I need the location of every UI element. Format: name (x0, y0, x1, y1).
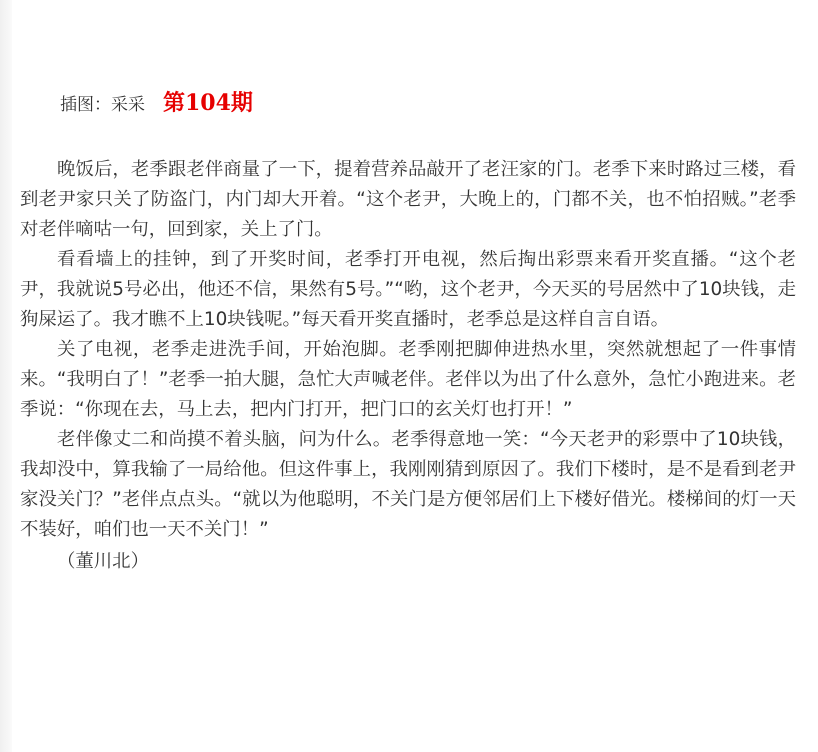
author-signature: （董川北） (57, 551, 149, 572)
left-margin-shade (0, 0, 12, 752)
paragraph-1: 晚饭后，老季跟老伴商量了一下，提着营养品敲开了老汪家的门。老季下来时路过三楼，看到老尹家只关了防盗门，内门却大开着。“这个老尹，大晚上的，门都不关，也不怕招贼。”老季对老伴嘀咕一句，回到家，关上了门。 (20, 159, 796, 240)
article-header (60, 86, 253, 118)
issue-number: 第104期 (163, 90, 253, 116)
illustration-credit: 插图：采采 (60, 95, 145, 115)
paragraph-2: 看看墙上的挂钟，到了开奖时间，老季打开电视，然后掏出彩票来看开奖直播。“这个老尹，我就说5号必出，他还不信，果然有5号。”“哟，这个老尹，今天买的号居然中了10块钱，走狗屎运了。我才瞧不上10块钱呢。”每天看开奖直播时，老季总是这样自言自语。 (20, 249, 796, 330)
article-body (20, 155, 796, 577)
paragraph-4: 老伴像丈二和尚摸不着头脑，问为什么。老季得意地一笑：“今天老尹的彩票中了10块钱，我却没中，算我输了一局给他。但这件事上，我刚刚猜到原因了。我们下楼时，是不是看到老尹家没关门？”老伴点点头。“就以为他聪明，不关门是方便邻居们上下楼好借光。楼梯间的灯一天不装好，咱们也一天不关门！” (20, 429, 796, 540)
paragraph-3: 关了电视，老季走进洗手间，开始泡脚。老季刚把脚伸进热水里，突然就想起了一件事情来。“我明白了！”老季一拍大腿，急忙大声喊老伴。老伴以为出了什么意外，急忙小跑进来。老季说：“你现在去，马上去，把内门打开，把门口的玄关灯也打开！” (20, 339, 796, 420)
